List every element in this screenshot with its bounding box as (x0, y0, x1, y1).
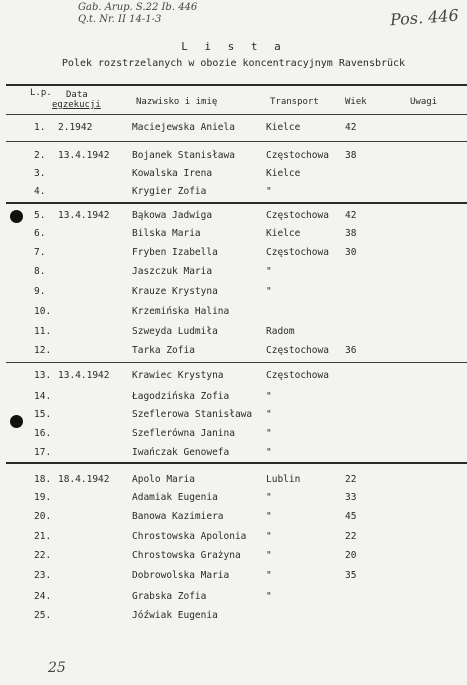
list-row (0, 228, 467, 248)
person-name: Dobrowolska Maria (132, 570, 230, 581)
person-name: Szweyda Ludmiła (132, 326, 218, 337)
header-transport: Transport (270, 97, 319, 107)
person-name: Banowa Kazimiera (132, 511, 224, 522)
document-title: L i s t a (181, 40, 286, 53)
transport-place: " (266, 409, 272, 420)
person-name: Chrostowska Grażyna (132, 550, 241, 561)
person-name: Szeflerowa Stanisława (132, 409, 253, 420)
transport-place: " (266, 286, 272, 297)
transport-place: " (266, 391, 272, 402)
person-name: Adamiak Eugenia (132, 492, 218, 503)
header-lp: L.p. (30, 88, 52, 98)
row-number: 23. (34, 570, 52, 581)
row-number: 15. (34, 409, 52, 420)
list-row (0, 370, 467, 390)
transport-place: " (266, 531, 272, 542)
transport-place: Częstochowa (266, 150, 329, 161)
person-age: 20 (345, 550, 357, 561)
person-name: Grabska Zofia (132, 591, 207, 602)
person-age: 45 (345, 511, 357, 522)
row-number: 9. (34, 286, 46, 297)
transport-place: " (266, 492, 272, 503)
person-age: 30 (345, 247, 357, 258)
transport-place: " (266, 570, 272, 581)
row-number: 24. (34, 591, 52, 602)
person-name: Jóźwiak Eugenia (132, 610, 218, 621)
person-name: Kowalska Irena (132, 168, 213, 179)
list-row (0, 428, 467, 448)
transport-place: " (266, 550, 272, 561)
person-age: 22 (345, 474, 357, 485)
person-name: Iwańczak Genowefa (132, 447, 230, 458)
list-row (0, 570, 467, 590)
row-number: 18. (34, 474, 52, 485)
header-bottom-rule (6, 114, 467, 115)
person-name: Apolo Maria (132, 474, 195, 485)
list-row (0, 186, 467, 206)
archive-reference-line-1: Gab. Arup. S.22 Ib. 446 (78, 2, 198, 13)
transport-place: Lublin (266, 474, 301, 485)
row-number: 12. (34, 345, 52, 356)
header-date-line-2: egzekucji (52, 100, 101, 110)
person-name: Jaszczuk Maria (132, 266, 213, 277)
list-row (0, 286, 467, 306)
list-row (0, 550, 467, 570)
person-age: 42 (345, 210, 357, 221)
list-row (0, 591, 467, 611)
row-number: 21. (34, 531, 52, 542)
document-subtitle: Polek rozstrzelanych w obozie koncentracyjnym Ravensbrück (61, 58, 406, 69)
execution-date: 2.1942 (58, 122, 93, 133)
list-row (0, 474, 467, 494)
row-number: 22. (34, 550, 52, 561)
transport-place: Kielce (266, 122, 301, 133)
person-name: Krygier Zofia (132, 186, 207, 197)
row-number: 4. (34, 186, 46, 197)
header-age: Wiek (345, 97, 367, 107)
row-number: 7. (34, 247, 46, 258)
execution-date: 13.4.1942 (58, 210, 110, 221)
person-name: Bilska Maria (132, 228, 201, 239)
person-age: 35 (345, 570, 357, 581)
row-number: 17. (34, 447, 52, 458)
transport-place: Częstochowa (266, 210, 329, 221)
row-number: 25. (34, 610, 52, 621)
header-date (52, 90, 122, 110)
person-name: Maciejewska Aniela (132, 122, 235, 133)
transport-place: Częstochowa (266, 345, 329, 356)
transport-place: " (266, 591, 272, 602)
row-number: 19. (34, 492, 52, 503)
list-row (0, 531, 467, 551)
list-row (0, 306, 467, 326)
position-note: Pos. 446 (389, 5, 460, 30)
list-row (0, 391, 467, 411)
row-number: 2. (34, 150, 46, 161)
person-name: Fryben Izabella (132, 247, 218, 258)
person-name: Tarka Zofia (132, 345, 195, 356)
list-row (0, 168, 467, 188)
execution-date: 18.4.1942 (58, 474, 110, 485)
archive-reference-line-2: Q.t. Nr. II 14-1-3 (78, 14, 162, 25)
person-age: 38 (345, 150, 357, 161)
list-row (0, 247, 467, 267)
list-row (0, 122, 467, 142)
page-number-note: 25 (48, 660, 66, 676)
person-name: Krzemińska Halina (132, 306, 230, 317)
person-age: 42 (345, 122, 357, 133)
list-row (0, 266, 467, 286)
person-age: 22 (345, 531, 357, 542)
transport-place: " (266, 266, 272, 277)
transport-place: " (266, 447, 272, 458)
transport-place: " (266, 186, 272, 197)
person-name: Łagodzińska Zofia (132, 391, 230, 402)
list-row (0, 345, 467, 365)
person-age: 33 (345, 492, 357, 503)
person-name: Szeflerówna Janina (132, 428, 235, 439)
header-top-rule (6, 84, 467, 86)
person-name: Bąkowa Jadwiga (132, 210, 213, 221)
list-row (0, 326, 467, 346)
list-row (0, 511, 467, 531)
person-name: Bojanek Stanisława (132, 150, 235, 161)
header-notes: Uwagi (410, 97, 438, 107)
person-name: Krawiec Krystyna (132, 370, 224, 381)
row-number: 3. (34, 168, 46, 179)
header-name: Nazwisko i imię (136, 97, 218, 107)
list-row (0, 210, 467, 230)
row-number: 16. (34, 428, 52, 439)
row-number: 14. (34, 391, 52, 402)
row-number: 20. (34, 511, 52, 522)
person-age: 38 (345, 228, 357, 239)
list-row (0, 492, 467, 512)
row-number: 1. (34, 122, 46, 133)
transport-place: Częstochowa (266, 370, 329, 381)
list-row (0, 610, 467, 630)
list-row (0, 150, 467, 170)
list-row (0, 447, 467, 467)
row-number: 10. (34, 306, 52, 317)
transport-place: Kielce (266, 168, 301, 179)
transport-place: Radom (266, 326, 295, 337)
person-age: 36 (345, 345, 357, 356)
person-name: Chrostowska Apolonia (132, 531, 247, 542)
person-name: Krauze Krystyna (132, 286, 218, 297)
row-number: 11. (34, 326, 52, 337)
header-date-line-1: Data (66, 90, 88, 100)
transport-place: " (266, 428, 272, 439)
transport-place: Kielce (266, 228, 301, 239)
execution-date: 13.4.1942 (58, 370, 110, 381)
execution-date: 13.4.1942 (58, 150, 110, 161)
row-number: 13. (34, 370, 52, 381)
transport-place: " (266, 511, 272, 522)
list-row (0, 409, 467, 429)
row-number: 5. (34, 210, 46, 221)
archive-reference-note (78, 2, 197, 26)
row-number: 8. (34, 266, 46, 277)
row-number: 6. (34, 228, 46, 239)
transport-place: Częstochowa (266, 247, 329, 258)
